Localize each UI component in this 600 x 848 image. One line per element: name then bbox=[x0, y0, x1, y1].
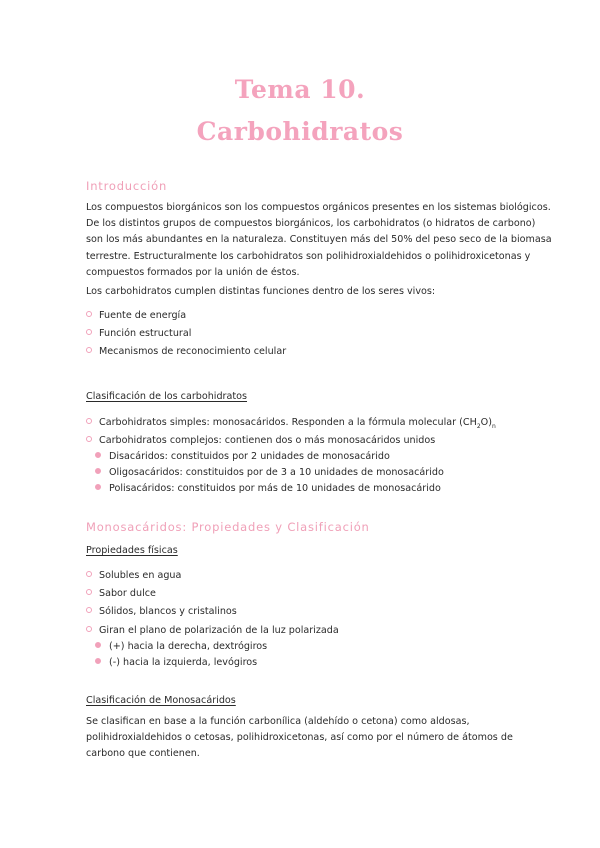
paragraph-line: carbono que contienen. bbox=[86, 748, 200, 760]
bullet-icon bbox=[95, 484, 101, 490]
intro-line: De los distintos grupos de compuestos biorgánicos, los carbohidratos (o hidratos de carbono) bbox=[86, 218, 536, 230]
intro-line: compuestos formados por la unión de éstos. bbox=[86, 266, 300, 278]
bullet-icon bbox=[86, 626, 92, 632]
intro-heading: Introducción bbox=[86, 179, 168, 193]
classification-heading: Clasificación de los carbohidratos bbox=[86, 391, 248, 402]
intro-line: Los compuestos biorgánicos son los compuestos orgánicos presentes en los sistemas biológicos. bbox=[86, 202, 551, 213]
list-item: Sabor dulce bbox=[86, 588, 156, 600]
bullet-icon bbox=[95, 452, 101, 458]
bullet-icon bbox=[95, 468, 101, 474]
list-item: Polisacáridos: constituidos por más de 10 unidades de monosacárido bbox=[95, 483, 441, 495]
list-item: Disacáridos: constituidos por 2 unidades de monosacárido bbox=[95, 451, 390, 463]
list-item: Giran el plano de polarización de la luz polarizada bbox=[86, 625, 339, 637]
list-item: Mecanismos de reconocimiento celular bbox=[86, 346, 286, 358]
paragraph-line: Se clasifican en base a la función carbonílica (aldehído o cetona) como aldosas, bbox=[86, 716, 470, 727]
bullet-icon bbox=[86, 329, 92, 335]
intro-paragraph bbox=[86, 200, 552, 281]
bullet-icon bbox=[86, 589, 92, 595]
list-item: Sólidos, blancos y cristalinos bbox=[86, 606, 237, 618]
paragraph-line: polihidroxialdehidos o cetosas, polihidroxicetonas, así como por el número de átomos de bbox=[86, 732, 513, 744]
bullet-icon bbox=[86, 571, 92, 577]
bullet-icon bbox=[86, 347, 92, 353]
list-item: Carbohidratos simples: monosacáridos. Responden a la fórmula molecular $(CH_2O)_n$ bbox=[86, 417, 496, 433]
list-item: Fuente de energía bbox=[86, 310, 186, 322]
list-item: Carbohidratos complejos: contienen dos o más monosacáridos unidos bbox=[86, 435, 435, 447]
list-item: Función estructural bbox=[86, 328, 191, 340]
title-line-1: Tema 10. bbox=[234, 75, 366, 104]
list-item: (-) hacia la izquierda, levógiros bbox=[95, 657, 257, 669]
intro-line: son los más abundantes en la naturaleza. Constituyen más del 50% del peso seco de la biomasa bbox=[86, 234, 552, 246]
bullet-icon bbox=[86, 436, 92, 442]
classification-paragraph bbox=[86, 714, 526, 763]
bullet-icon bbox=[86, 311, 92, 317]
list-item: Solubles en agua bbox=[86, 570, 181, 582]
bullet-icon bbox=[95, 642, 101, 648]
bullet-icon bbox=[86, 607, 92, 613]
functions-intro: Los carbohidratos cumplen distintas funciones dentro de los seres vivos: bbox=[86, 286, 436, 297]
title-line-2: Carbohidratos bbox=[196, 117, 404, 146]
bullet-icon bbox=[95, 658, 101, 664]
physical-properties-heading: Propiedades físicas bbox=[86, 545, 178, 556]
list-item: (+) hacia la derecha, dextrógiros bbox=[95, 641, 267, 653]
list-item: Oligosacáridos: constituidos por de 3 a 10 unidades de monosacárido bbox=[95, 467, 444, 479]
monosaccharide-classification-heading: Clasificación de Monosacáridos bbox=[86, 695, 236, 706]
monosaccharides-heading: Monosacáridos: Propiedades y Clasificación bbox=[86, 520, 370, 534]
intro-line: terrestre. Estructuralmente los carbohidratos son polihidroxialdehidos o polihidroxicetonas y bbox=[86, 250, 531, 262]
bullet-icon bbox=[86, 418, 92, 424]
